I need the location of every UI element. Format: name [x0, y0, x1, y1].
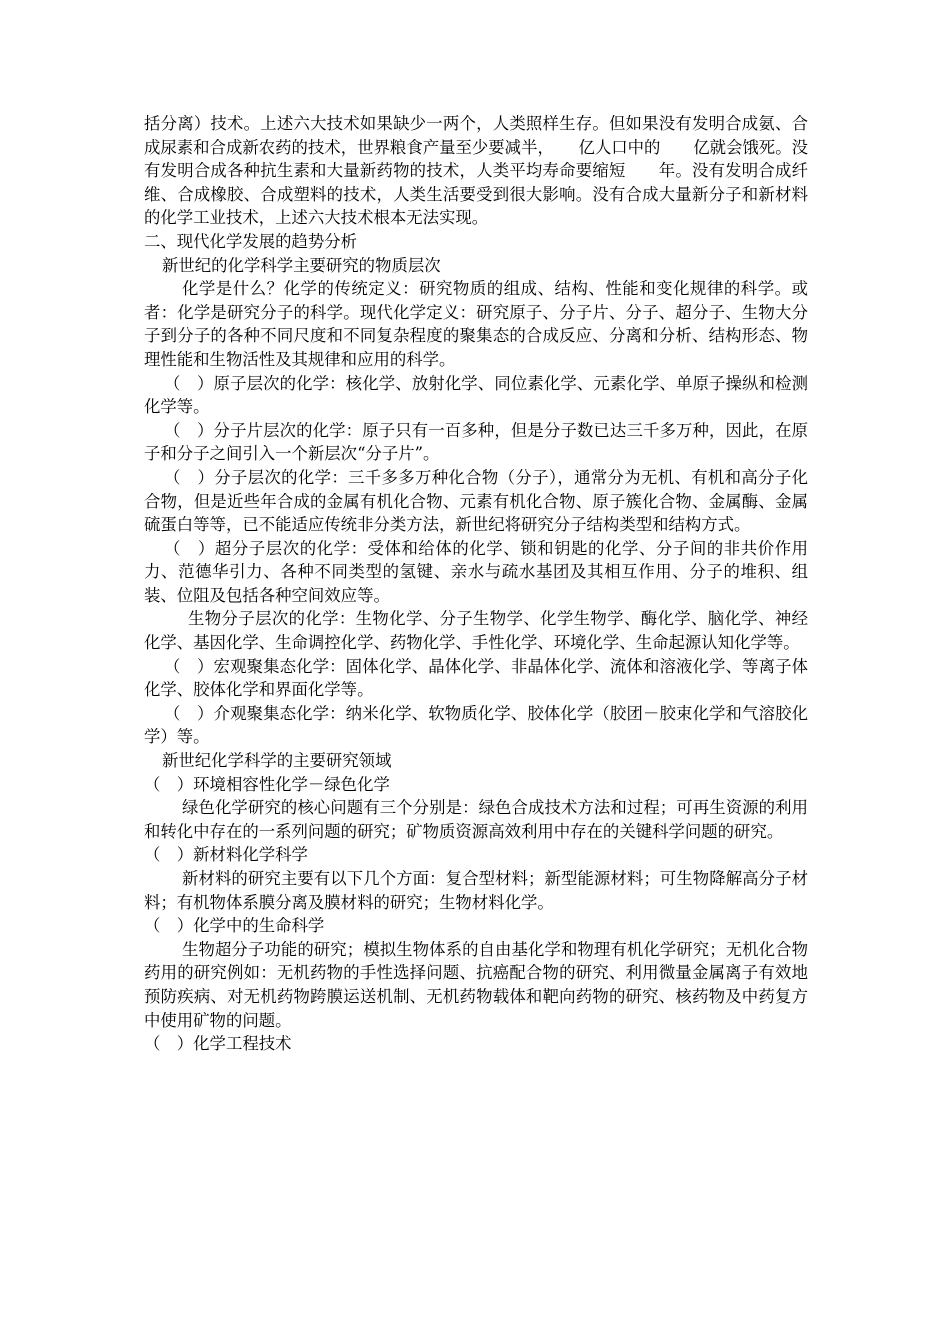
section-heading-trends: 二、现代化学发展的趋势分析	[144, 231, 358, 251]
heading-new-materials: （ ）新材料化学科学	[144, 845, 308, 865]
paragraph-chemistry-definition: 化学是什么？化学的传统定义：研究物质的组成、结构、性能和变化规律的科学。或者：化学是研究分子的科学。现代化学定义：研究原子、分子片、分子、超分子、生物大分子到分子的各种不同尺度和不同复杂程度的聚集态的合成反应、分离和分析、结构形态、物理性能和生物活性及其规律和应用的科学。	[144, 279, 808, 369]
list-item-atom-level: （ ）原子层次的化学：核化学、放射化学、同位素化学、元素化学、单原子操纵和检测化学等。	[144, 373, 808, 417]
heading-chemical-engineering: （ ）化学工程技术	[144, 1034, 292, 1054]
list-item-supramolecule-level: （ ）超分子层次的化学：受体和给体的化学、锁和钥匙的化学、分子间的非共价作用力、范德华引力、各种不同类型的氢键、亲水与疏水基团及其相互作用、分子的堆积、组装、位阻及包括各种空间效应等。	[144, 538, 808, 605]
paragraph-intro: 括分离）技术。上述六大技术如果缺少一两个，人类照样生存。但如果没有发明合成氨、合成尿素和合成新农药的技术，世界粮食产量至少要减半， 亿人口中的 亿就会饿死。没有发明合成各种抗生素和大量新药物的技术，人类平均寿命要缩短 年。没有发明合成纤维、合成橡胶、合成塑料的技术，人类生活要受到很大影响。没有合成大量新分子和新材料的化学工业技术，上述六大技术根本无法实现。	[144, 114, 808, 228]
subheading-research-fields: 新世纪化学科学的主要研究领域	[162, 751, 392, 771]
list-item-biomolecule-level: 生物分子层次的化学：生物化学、分子生物学、化学生物学、酶化学、脑化学、神经化学、基因化学、生命调控化学、药物化学、手性化学、环境化学、生命起源认知化学等。	[144, 609, 808, 653]
heading-life-science: （ ）化学中的生命科学	[144, 916, 325, 936]
heading-green-chemistry: （ ）环境相容性化学－绿色化学	[144, 774, 390, 794]
list-item-meso-aggregate: （ ）介观聚集态化学：纳米化学、软物质化学、胶体化学（胶团－胶束化学和气溶胶化学）等。	[144, 703, 808, 747]
paragraph-green-chemistry: 绿色化学研究的核心问题有三个分别是：绿色合成技术方法和过程；可再生资源的利用和转化中存在的一系列问题的研究；矿物质资源高效利用中存在的关键科学问题的研究。	[144, 798, 808, 841]
paragraph-life-science: 生物超分子功能的研究；模拟生物体系的自由基化学和物理有机化学研究；无机化合物药用的研究例如：无机药物的手性选择问题、抗癌配合物的研究、利用微量金属离子有效地预防疾病、对无机药物跨膜运送机制、无机药物载体和靶向药物的研究、核药物及中药复方中使用矿物的问题。	[144, 939, 808, 1030]
document-page	[144, 112, 808, 1056]
list-item-fragment-level: （ ）分子片层次的化学：原子只有一百多种，但是分子数已达三千多万种，因此，在原子和分子之间引入一个新层次“分子片”。	[144, 420, 808, 464]
subheading-matter-levels: 新世纪的化学科学主要研究的物质层次	[162, 255, 441, 275]
list-item-macro-aggregate: （ ）宏观聚集态化学：固体化学、晶体化学、非晶体化学、流体和溶液化学、等离子体化学、胶体化学和界面化学等。	[144, 656, 808, 700]
list-item-molecule-level: （ ）分子层次的化学：三千多多万种化合物（分子），通常分为无机、有机和高分子化合物，但是近些年合成的金属有机化合物、元素有机化合物、原子簇化合物、金属酶、金属硫蛋白等等，已不能适应传统非分类方法，新世纪将研究分子结构类型和结构方式。	[144, 467, 808, 535]
paragraph-new-materials: 新材料的研究主要有以下几个方面：复合型材料；新型能源材料；可生物降解高分子材料；有机物体系膜分离及膜材料的研究；生物材料化学。	[144, 869, 808, 912]
